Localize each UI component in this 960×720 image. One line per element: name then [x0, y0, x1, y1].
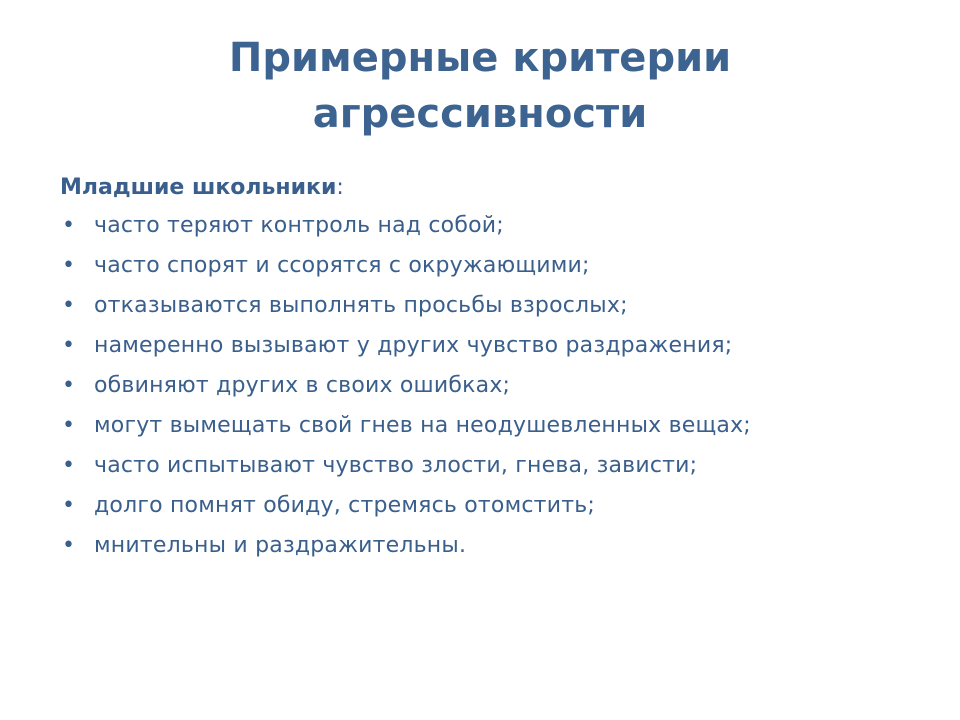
list-item	[60, 206, 920, 246]
criteria-list	[60, 206, 920, 566]
slide-body	[60, 170, 920, 566]
list-item-text: могут вымещать свой гнев на неодушевленных вещах;	[94, 413, 751, 438]
list-item-text: намеренно вызывают у других чувство раздражения;	[94, 333, 733, 358]
bullet-icon: •	[62, 293, 76, 318]
list-item	[60, 246, 920, 286]
bullet-icon: •	[62, 413, 76, 438]
bullet-icon: •	[62, 493, 76, 518]
bullet-icon: •	[62, 213, 76, 238]
bullet-icon: •	[62, 453, 76, 478]
bullet-icon: •	[62, 373, 76, 398]
list-item-text: долго помнят обиду, стремясь отомстить;	[94, 493, 595, 518]
list-item-text: часто спорят и ссорятся с окружающими;	[94, 253, 590, 278]
subheading-colon: :	[336, 175, 344, 200]
list-item	[60, 446, 920, 486]
list-item	[60, 366, 920, 406]
slide-title-line-1: Примерные критерии	[228, 35, 732, 81]
list-item	[60, 406, 920, 446]
slide-title-line-2: агрессивности	[312, 91, 648, 137]
subheading	[60, 170, 920, 206]
bullet-icon: •	[62, 253, 76, 278]
list-item-text: обвиняют других в своих ошибках;	[94, 373, 511, 398]
list-item-text: часто теряют контроль над собой;	[94, 213, 504, 238]
list-item	[60, 526, 920, 566]
list-item-text: отказываются выполнять просьбы взрослых;	[94, 293, 628, 318]
list-item-text: мнительны и раздражительны.	[94, 533, 467, 558]
subheading-label: Младшие школьники	[60, 175, 337, 200]
list-item	[60, 486, 920, 526]
bullet-icon: •	[62, 533, 76, 558]
list-item	[60, 326, 920, 366]
bullet-icon: •	[62, 333, 76, 358]
slide-title	[60, 30, 900, 142]
list-item-text: часто испытывают чувство злости, гнева, зависти;	[94, 453, 698, 478]
list-item	[60, 286, 920, 326]
